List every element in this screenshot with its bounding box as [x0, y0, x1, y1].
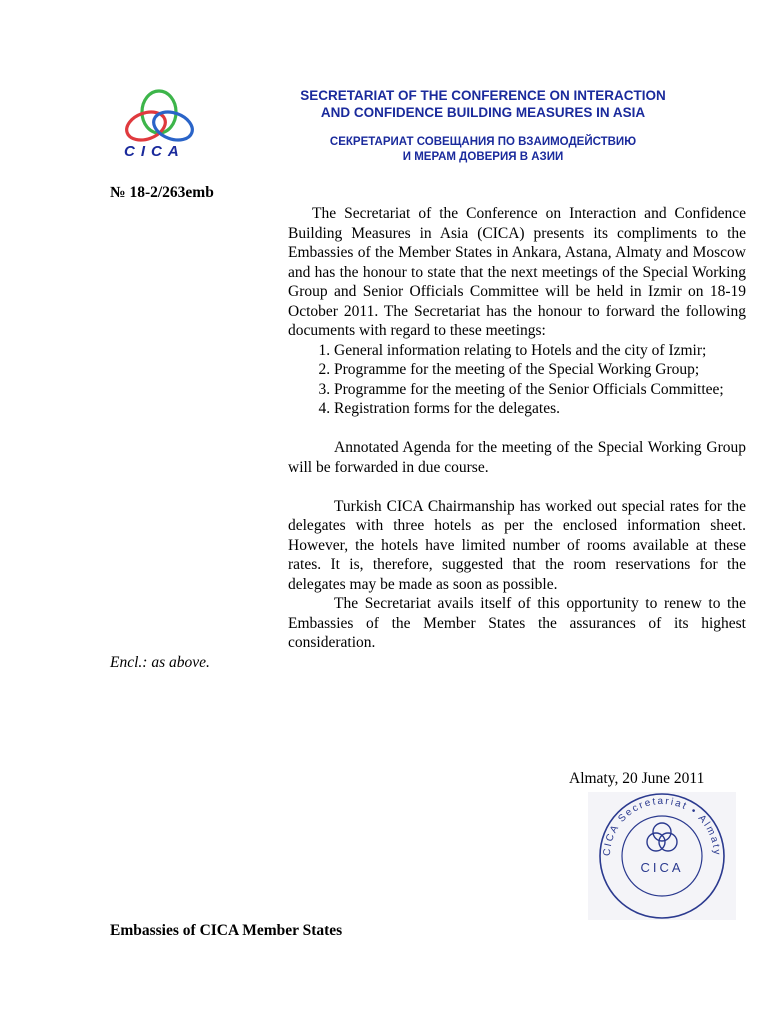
list-item: 1. General information relating to Hotels and the city of Izmir; [334, 341, 746, 361]
stamp-outer-ring [600, 794, 724, 918]
stamp-center-text: CICA [640, 860, 684, 875]
stamp-logo-ring [653, 823, 671, 841]
agenda-paragraph: Annotated Agenda for the meeting of the Special Working Group will be forwarded in due course. [288, 439, 746, 476]
list-item: 3. Programme for the meeting of the Senior Officials Committee; [334, 380, 746, 400]
header-title-en-line2: AND CONFIDENCE BUILDING MEASURES IN ASIA [320, 105, 646, 120]
header-title-ru-line2: И МЕРАМ ДОВЕРИЯ В АЗИИ [402, 151, 564, 163]
list-item: 2. Programme for the meeting of the Special Working Group; [334, 360, 746, 380]
logo-text: CICA [124, 143, 185, 160]
closing-paragraph: The Secretariat avails itself of this opportunity to renew to the Embassies of the Member States the assurances of its highest consideration. [288, 595, 746, 651]
letter-body [288, 204, 746, 653]
stamp-logo-ring [659, 833, 677, 851]
enclosure-note: Encl.: as above. [110, 654, 210, 671]
stamp-inner-ring [622, 816, 702, 896]
rates-paragraph: Turkish CICA Chairmanship has worked out special rates for the delegates with three hotels as per the enclosed information sheet. However, the hotels have limited number of rooms available at these rates. It is, therefore, suggested that the room reservations for the delegates may be made as soon as possible. [288, 497, 746, 593]
place-date: Almaty, 20 June 2011 [569, 770, 705, 787]
addressee: Embassies of CICA Member States [110, 922, 343, 939]
header-title-en-line1: SECRETARIAT OF THE CONFERENCE ON INTERACTION [300, 88, 666, 103]
documents-list [288, 341, 746, 419]
stamp-ring-text-path: CICA Secretariat • Almaty [601, 795, 723, 857]
reference-number: № 18-2/263emb [110, 184, 214, 201]
stamp-ring-text [602, 796, 722, 857]
official-stamp [588, 792, 736, 920]
intro-paragraph: The Secretariat of the Conference on Interaction and Confidence Building Measures in Asia (CICA) presents its compliments to the Embassies of the Member States in Ankara, Astana, Almaty and Moscow and has the honour to state that the next meetings of the Special Working Group and Senior Officials Committee will be held in Izmir on 18-19 October 2011. The Secretariat has the honour to forward the following documents with regard to these meetings: [288, 205, 746, 339]
header-title-en [258, 87, 708, 121]
header-title-ru [258, 135, 708, 165]
header-title-ru-line1: СЕКРЕТАРИАТ СОВЕЩАНИЯ ПО ВЗАИМОДЕЙСТВИЮ [329, 136, 637, 148]
list-item: 4. Registration forms for the delegates. [334, 399, 746, 419]
